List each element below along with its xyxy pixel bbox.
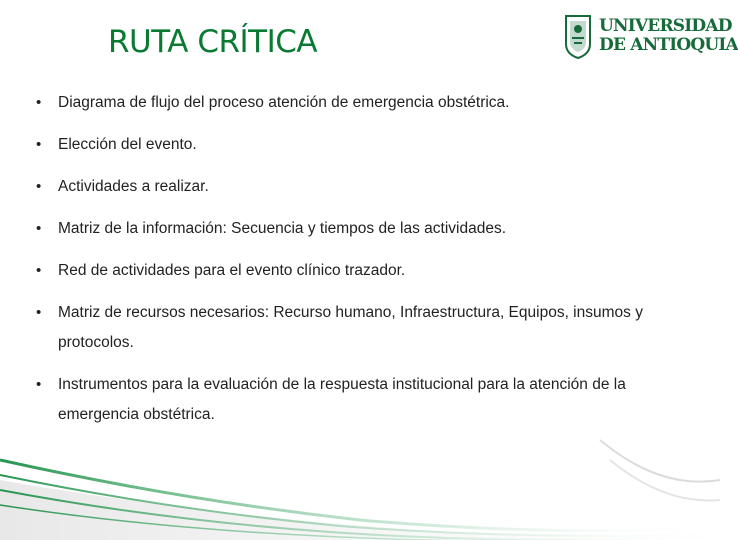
bullet-text: Red de actividades para el evento clínico trazador.	[58, 262, 406, 279]
bullet-item	[36, 172, 686, 202]
bullet-text: Matriz de recursos necesarios: Recurso humano, Infraestructura, Equipos, insumos y protocolos.	[58, 304, 643, 351]
logo-line-1: UNIVERSIDAD	[599, 16, 732, 36]
bullet-icon: •	[36, 220, 42, 237]
university-seal-icon	[563, 12, 593, 60]
slide-title: RUTA CRÍTICA	[108, 24, 318, 60]
bullet-icon: •	[36, 376, 42, 393]
bullet-item	[36, 88, 686, 118]
bullet-item	[36, 130, 686, 160]
bullet-text: Elección del evento.	[58, 136, 197, 153]
bullet-icon: •	[36, 262, 42, 279]
bullet-text: Diagrama de flujo del proceso atención de emergencia obstétrica.	[58, 94, 510, 111]
bullet-text: Matriz de la información: Secuencia y tiempos de las actividades.	[58, 220, 506, 237]
bullet-icon: •	[36, 304, 42, 321]
bullet-text: Actividades a realizar.	[58, 178, 209, 195]
logo-line-2: DE ANTIOQUIA	[599, 35, 738, 55]
bullet-icon: •	[36, 178, 42, 195]
bullet-list	[36, 88, 686, 442]
bullet-item	[36, 214, 686, 244]
bullet-item	[36, 256, 686, 286]
bullet-icon: •	[36, 136, 42, 153]
university-logo	[563, 8, 738, 64]
bullet-text: Instrumentos para la evaluación de la respuesta institucional para la atención de la emergencia obstétrica.	[58, 376, 626, 423]
bullet-icon: •	[36, 94, 42, 111]
bullet-item	[36, 298, 686, 358]
decorative-wave	[0, 420, 720, 540]
